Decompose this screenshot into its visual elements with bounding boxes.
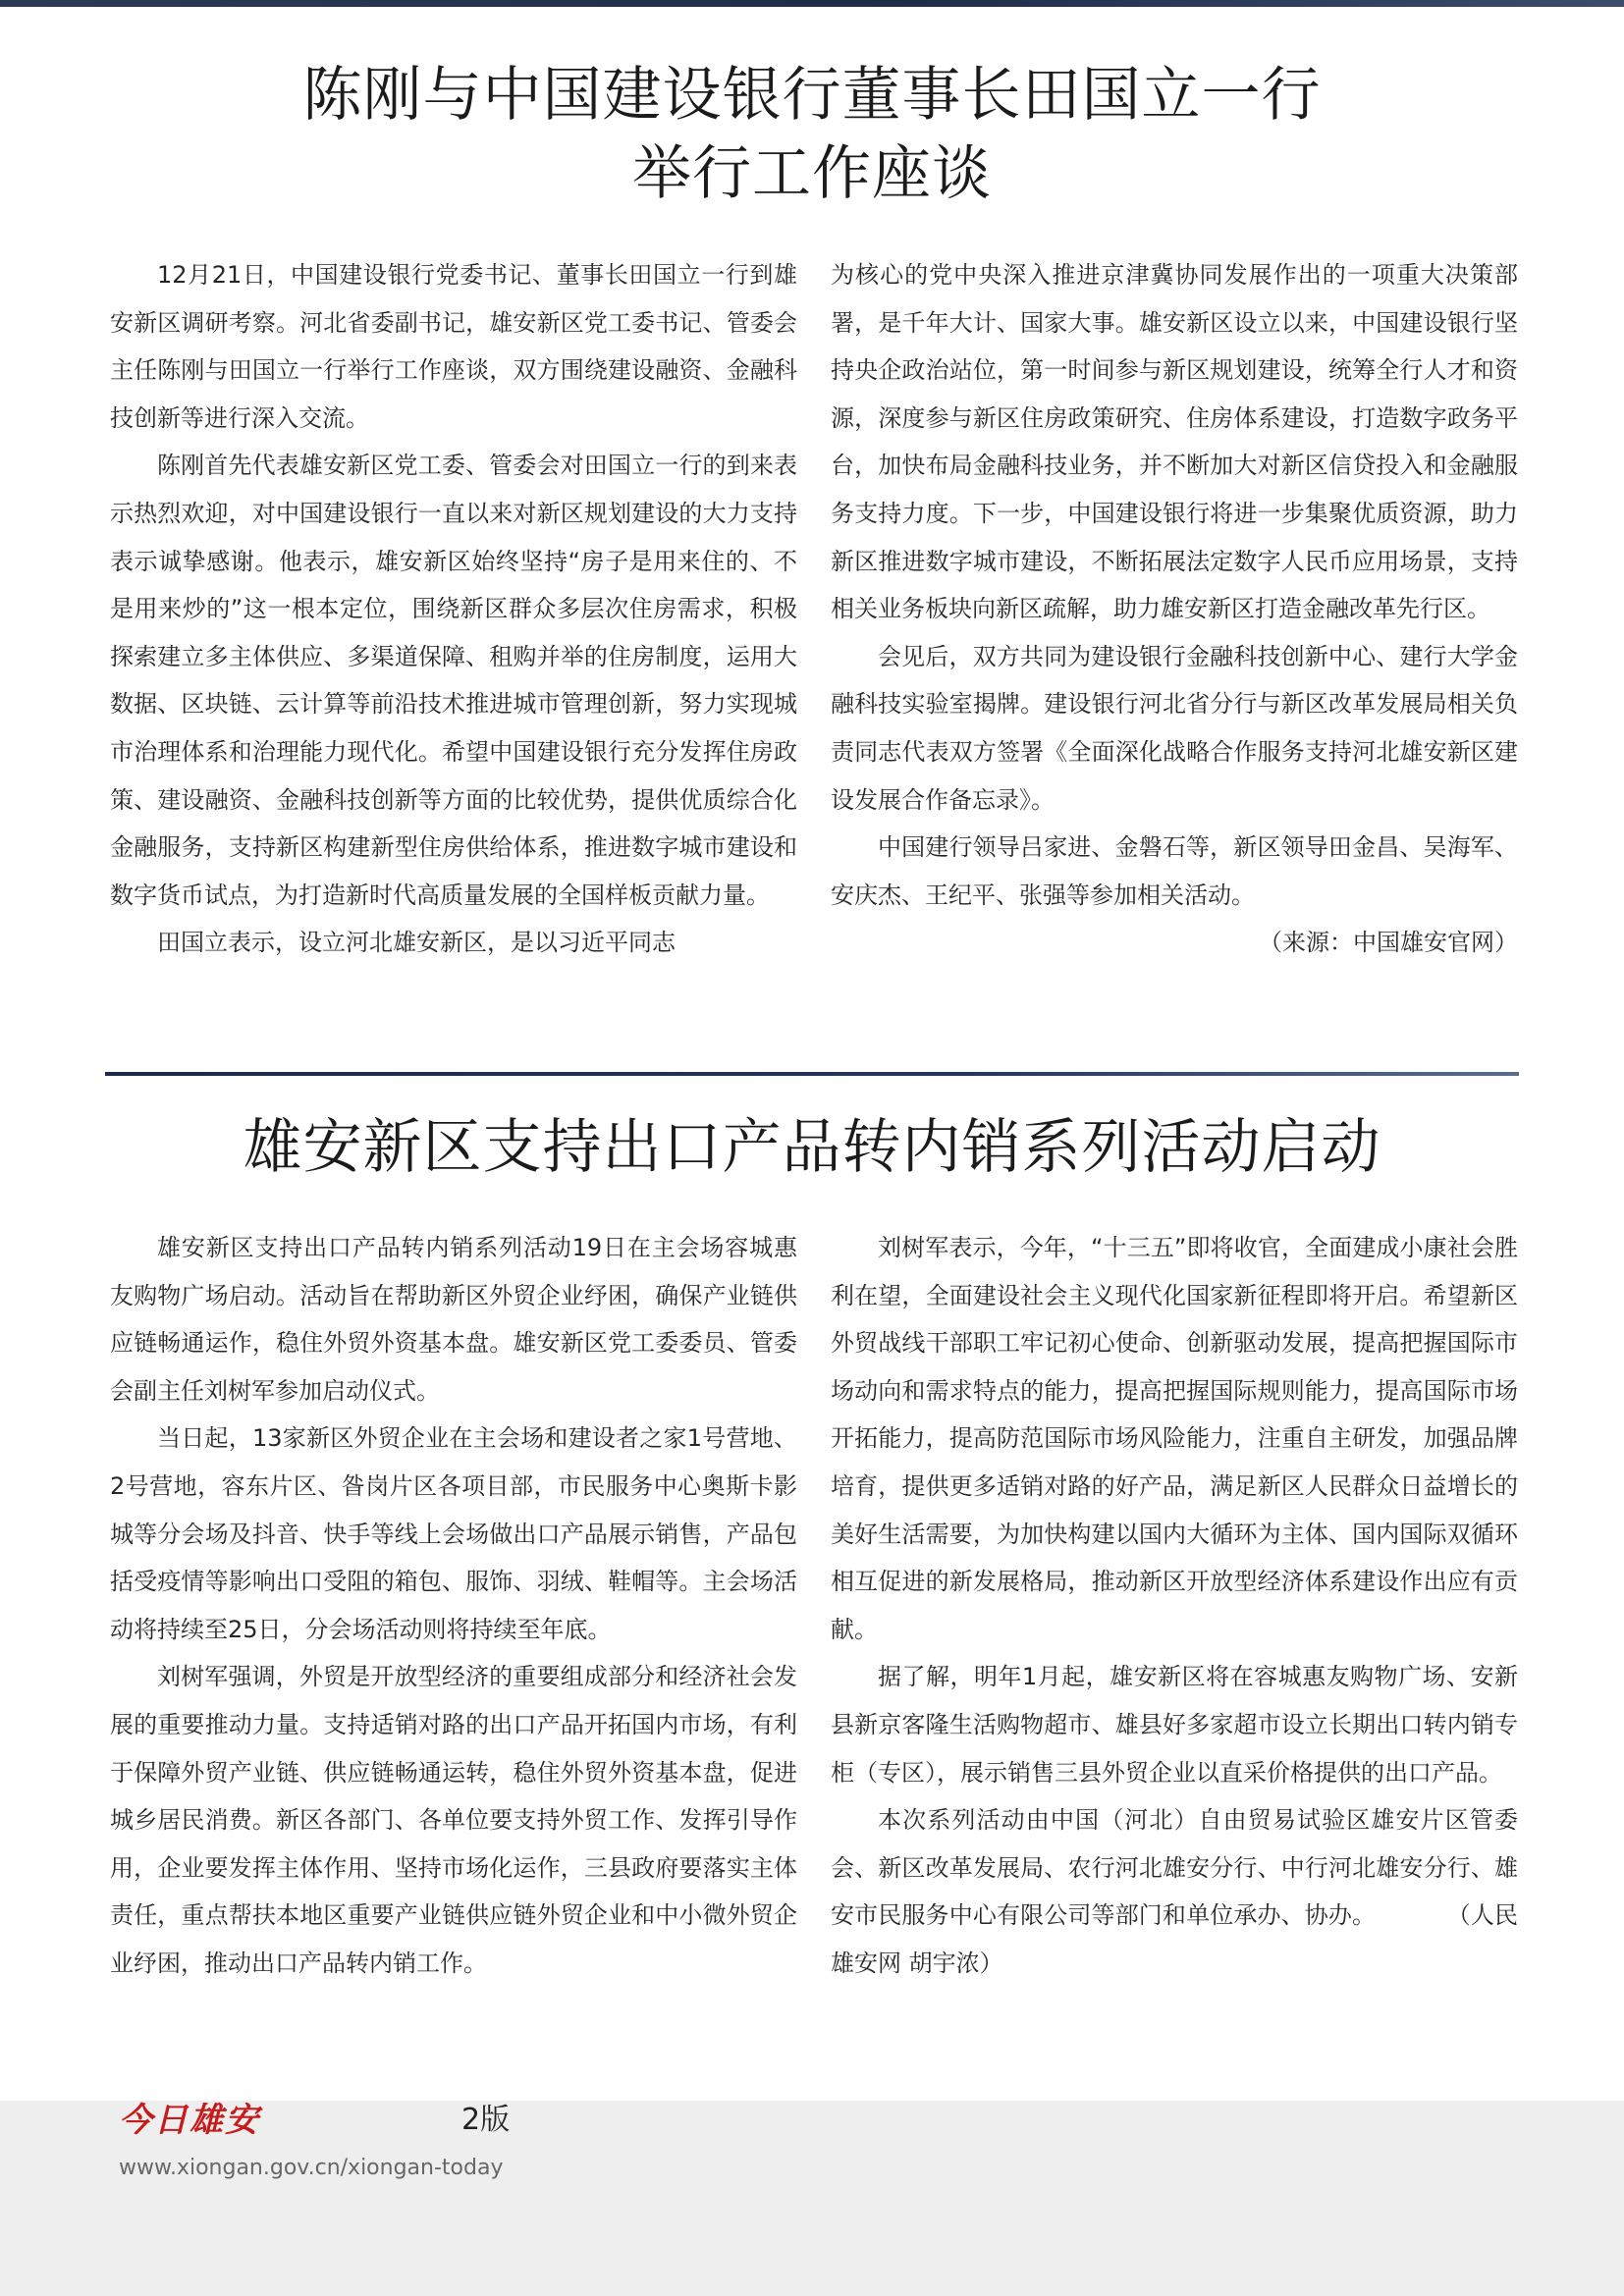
article2-left-column bbox=[110, 1224, 797, 1988]
article2-paragraph: 本次系列活动由中国（河北）自由贸易试验区雄安片区管委会、新区改革发展局、农行河北雄安分行、中行河北雄安分行、雄安市民服务中心有限公司等部门和单位承办、协办。 （人民雄安网 胡宇浓） bbox=[831, 1806, 1518, 1977]
article-divider bbox=[105, 1072, 1519, 1076]
article1-right-column bbox=[831, 251, 1518, 967]
page-number: 2版 bbox=[461, 2103, 511, 2137]
article1-paragraph: 陈刚首先代表雄安新区党工委、管委会对田国立一行的到来表示热烈欢迎，对中国建设银行一直以来对新区规划建设的大力支持表示诚挚感谢。他表示，雄安新区始终坚持“房子是用来住的、不是用来炒的”这一根本定位，围绕新区群众多层次住房需求，积极探索建立多主体供应、多渠道保障、租购并举的住房制度，运用大数据、区块链、云计算等前沿技术推进城市管理创新，努力实现城市治理体系和治理能力现代化。希望中国建设银行充分发挥住房政策、建设融资、金融科技创新等方面的比较优势，提供优质综合化金融服务，支持新区构建新型住房供给体系，推进数字城市建设和数字货币试点，为打造新时代高质量发展的全国样板贡献力量。 bbox=[110, 452, 797, 909]
article2-title: 雄安新区支持出口产品转内销系列活动启动 bbox=[243, 1113, 1381, 1182]
newspaper-logo: 今日雄安 bbox=[119, 2101, 260, 2140]
article1-paragraph: 田国立表示，设立河北雄安新区，是以习近平同志 bbox=[157, 929, 676, 957]
article2-paragraph: 刘树军表示，今年，“十三五”即将收官，全面建成小康社会胜利在望，全面建设社会主义现代化国家新征程即将开启。希望新区外贸战线干部职工牢记初心使命、创新驱动发展，提高把握国际市场动向和需求特点的能力，提高把握国际规则能力，提高国际市场开拓能力，提高防范国际市场风险能力，注重自主研发，加强品牌培育，提供更多适销对路的好产品，满足新区人民群众日益增长的美好生活需要，为加快构建以国内大循环为主体、国内国际双循环相互促进的新发展格局，推动新区开放型经济体系建设作出应有贡献。 bbox=[831, 1234, 1518, 1643]
website-url[interactable]: www.xiongan.gov.cn/xiongan-today bbox=[119, 2156, 504, 2180]
article1-title-line1: 陈刚与中国建设银行董事长田国立一行 bbox=[302, 61, 1322, 130]
article2-paragraph: 雄安新区支持出口产品转内销系列活动19日在主会场容城惠友购物广场启动。活动旨在帮助新区外贸企业纾困，确保产业链供应链畅通运作，稳住外贸外资基本盘。雄安新区党工委委员、管委会副主任刘树军参加启动仪式。 bbox=[110, 1234, 797, 1405]
article1-title-line2: 举行工作座谈 bbox=[632, 139, 992, 208]
article1-paragraph-continued: 为核心的党中央深入推进京津冀协同发展作出的一项重大决策部署，是千年大计、国家大事。雄安新区设立以来，中国建设银行坚持央企政治站位，第一时间参与新区规划建设，统筹全行人才和资源，深度参与新区住房政策研究、住房体系建设，打造数字政务平台，加快布局金融科技业务，并不断加大对新区信贷投入和金融服务支持力度。下一步，中国建设银行将进一步集聚优质资源，助力新区推进数字城市建设，不断拓展法定数字人民币应用场景，支持相关业务板块向新区疏解，助力雄安新区打造金融改革先行区。 bbox=[831, 261, 1518, 623]
article1-left-column bbox=[110, 251, 797, 967]
top-accent-bar bbox=[0, 0, 1624, 7]
article1-paragraph: 12月21日，中国建设银行党委书记、董事长田国立一行到雄安新区调研考察。河北省委副书记，雄安新区党工委书记、管委会主任陈刚与田国立一行举行工作座谈，双方围绕建设融资、金融科技创新等进行深入交流。 bbox=[110, 261, 797, 432]
article2-right-column bbox=[831, 1224, 1518, 1988]
article1-paragraph: 会见后，双方共同为建设银行金融科技创新中心、建行大学金融科技实验室揭牌。建设银行河北省分行与新区改革发展局相关负责同志代表双方签署《全面深化战略合作服务支持河北雄安新区建设发展合作备忘录》。 bbox=[831, 642, 1518, 814]
article1-source: （来源：中国雄安官网） bbox=[1259, 929, 1518, 957]
article2-paragraph: 刘树军强调，外贸是开放型经济的重要组成部分和经济社会发展的重要推动力量。支持适销对路的出口产品开拓国内市场，有利于保障外贸产业链、供应链畅通运转，稳住外贸外资基本盘，促进城乡居民消费。新区各部门、各单位要支持外贸工作、发挥引导作用，企业要发挥主体作用、坚持市场化运作，三县政府要落实主体责任，重点帮扶本地区重要产业链供应链外贸企业和中小微外贸企业纾困，推动出口产品转内销工作。 bbox=[110, 1663, 797, 1977]
article2-paragraph: 据了解，明年1月起，雄安新区将在容城惠友购物广场、安新县新京客隆生活购物超市、雄县好多家超市设立长期出口转内销专柜（专区），展示销售三县外贸企业以直采价格提供的出口产品。 bbox=[831, 1663, 1518, 1787]
article1-paragraph: 中国建行领导吕家进、金磐石等，新区领导田金昌、吴海军、安庆杰、王纪平、张强等参加相关活动。 bbox=[831, 833, 1518, 909]
article2-paragraph: 当日起，13家新区外贸企业在主会场和建设者之家1号营地、2号营地，容东片区、昝岗片区各项目部，市民服务中心奥斯卡影城等分会场及抖音、快手等线上会场做出口产品展示销售，产品包括受疫情等影响出口受阻的箱包、服饰、羽绒、鞋帽等。主会场活动将持续至25日，分会场活动则将持续至年底。 bbox=[110, 1424, 797, 1643]
